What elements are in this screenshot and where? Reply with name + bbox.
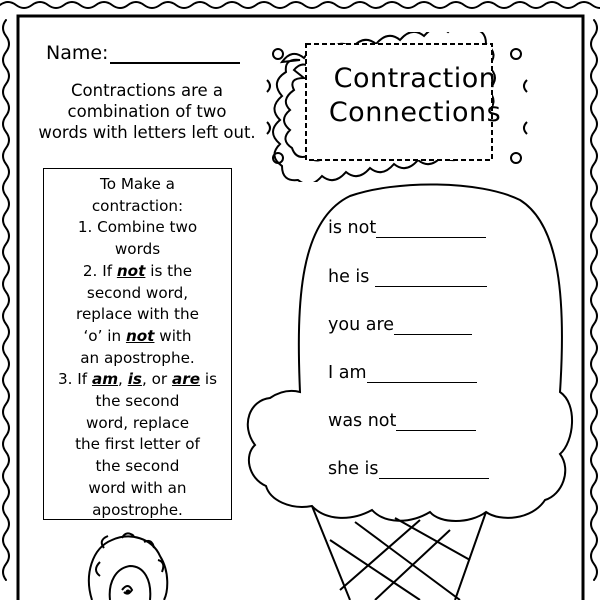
keyword-are: are: [171, 370, 201, 389]
definition-line: words with letters left out.: [38, 123, 256, 142]
step-text: ,: [118, 370, 128, 389]
steps-heading: To Make a: [100, 175, 175, 193]
prompt-label: she is: [328, 459, 379, 479]
step-text: 2. If: [82, 261, 117, 280]
prompt-label: was not: [328, 411, 397, 431]
step-3-line: the second: [95, 392, 180, 411]
keyword-am: am: [91, 370, 119, 389]
steps-heading: contraction:: [91, 196, 184, 215]
title-line: Contraction: [333, 63, 497, 94]
step-2-line: replace with the: [76, 305, 199, 324]
step-1-line: 1. Combine two: [77, 218, 198, 237]
definition-line: combination of two: [67, 102, 227, 121]
prompt-label: is not: [328, 218, 377, 238]
step-text: with: [154, 326, 192, 345]
step-3-line: word with an: [88, 478, 187, 497]
keyword-not: not: [116, 261, 146, 280]
keyword-is: is: [127, 370, 142, 389]
definition-line: Contractions are a: [71, 81, 223, 100]
step-2-line: second word,: [86, 283, 189, 302]
prompt-label: I am: [328, 363, 367, 383]
step-2-line: an apostrophe.: [80, 348, 195, 367]
step-3-line: the first letter of: [75, 435, 200, 454]
prompt-label: he is: [328, 267, 370, 287]
step-1-line: words: [114, 240, 161, 259]
name-label: Name:: [46, 42, 109, 64]
prompt-label: you are: [328, 315, 395, 335]
step-3-line: word, replace: [85, 413, 190, 432]
step-3-line: apostrophe.: [92, 500, 183, 519]
step-text: is the: [145, 261, 193, 280]
step-3-line: the second: [95, 457, 180, 476]
step-text: 3. If: [57, 370, 92, 389]
keyword-not: not: [125, 326, 155, 345]
step-text: is: [200, 370, 217, 389]
title-line: Connections: [328, 97, 502, 128]
step-text: ‘o’ in: [83, 326, 126, 345]
step-text: , or: [141, 370, 172, 389]
